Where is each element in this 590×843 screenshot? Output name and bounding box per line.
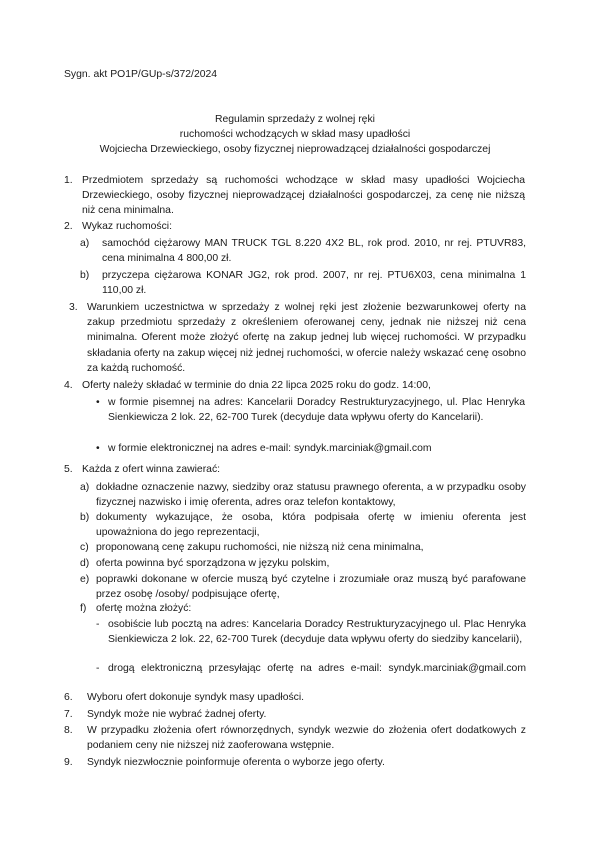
list-item: Syndyk niezwłocznie poinformuje oferenta o wyborze jego oferty. bbox=[87, 757, 385, 768]
item-number: 4. bbox=[64, 380, 73, 391]
list-item: Wyboru ofert dokonuje syndyk masy upadłości. bbox=[87, 692, 305, 703]
item-number: 9. bbox=[64, 757, 73, 768]
list-item: Oferty należy składać w terminie do dnia 22 lipca 2025 roku do godz. 14:00, bbox=[82, 380, 431, 391]
sub-item: dokumenty wykazujące, że osoba, która podpisała ofertę w imieniu oferenta jest upoważniona do jego reprezentacji, bbox=[96, 512, 526, 539]
list-item: Każda z ofert winna zawierać: bbox=[82, 464, 221, 475]
list-item: Przedmiotem sprzedaży są ruchomości wchodzące w skład masy upadłości Wojciecha Drzewieckiego, osoby fizycznej nieprowadzącej działalności gospodarczej, za cenę nie niższą niż cena minimalna. bbox=[82, 175, 525, 217]
dash-item: osobiście lub pocztą na adres: Kancelaria Doradcy Restrukturyzacyjnego ul. Plac Henryka Sienkiewicza 2 lok. 22, 62-700 Turek (decyduje data wpływu oferty do siedziby kancelarii), bbox=[108, 619, 526, 646]
title-line-2: ruchomości wchodzących w skład masy upadłości bbox=[179, 129, 411, 141]
document-title bbox=[64, 112, 526, 158]
sub-item-mark: e) bbox=[80, 574, 90, 585]
sub-item: oferta powinna być sporządzona w języku polskim, bbox=[96, 558, 330, 569]
sub-item-mark: a) bbox=[80, 238, 90, 249]
list-item: Syndyk może nie wybrać żadnej oferty. bbox=[87, 709, 267, 720]
sub-item-mark: a) bbox=[80, 482, 90, 493]
item-number: 3. bbox=[69, 302, 78, 313]
item-number: 7. bbox=[64, 709, 73, 720]
bullet-mark: • bbox=[96, 397, 100, 408]
sub-item: samochód ciężarowy MAN TRUCK TGL 8.220 4X2 BL, rok prod. 2010, nr rej. PTUVR83, cena minimalna 4 800,00 zł. bbox=[102, 238, 526, 265]
sub-item: dokładne oznaczenie nazwy, siedziby oraz statusu prawnego oferenta, a w przypadku osoby fizycznej nazwisko i imię oferenta, adres oraz telefon kontaktowy, bbox=[96, 482, 526, 509]
item-number: 1. bbox=[64, 175, 73, 186]
list-item: W przypadku złożenia ofert równorzędnych, syndyk wezwie do złożenia ofert dodatkowych z podaniem ceny nie niższej niż zaoferowana wstępnie. bbox=[87, 725, 526, 752]
sub-item-mark: c) bbox=[80, 542, 89, 553]
item-number: 5. bbox=[64, 464, 73, 475]
sub-item-mark: b) bbox=[80, 270, 90, 281]
dash-item bbox=[108, 661, 526, 676]
title-line-1: Regulamin sprzedaży z wolnej ręki bbox=[215, 114, 375, 125]
sub-item-mark: f) bbox=[80, 603, 87, 614]
bullet-mark: • bbox=[96, 443, 100, 454]
list-item: Warunkiem uczestnictwa w sprzedaży z wolnej ręki jest złożenie bezwarunkowej oferty na zakup przedmiotu sprzedaży z określeniem oferowanej ceny, jednak nie niższej niż cena minimalna. Oferent może złożyć ofertę na zakup jednej lub więcej ruchomości. W przypadku składania oferty na zakup więcej niż jednej ruchomości, w ofercie należy wskazać cenę osobno za każdą ruchomość. bbox=[87, 302, 526, 374]
bullet-item: w formie elektronicznej na adres e-mail: syndyk.marciniak@gmail.com bbox=[108, 443, 432, 454]
item-number: 8. bbox=[64, 725, 73, 736]
bullet-item: w formie pisemnej na adres: Kancelarii Doradcy Restrukturyzacyjnego, ul. Plac Henryka Sienkiewicza 2 lok. 22, 62-700 Turek (decyduje data wpływu oferty do Kancelarii). bbox=[108, 397, 525, 424]
sub-item: proponowaną cenę zakupu ruchomości, nie niższą niż cena minimalna, bbox=[96, 542, 424, 553]
item-number: 2. bbox=[64, 221, 73, 232]
sub-item-mark: b) bbox=[80, 512, 90, 523]
list-item: Wykaz ruchomości: bbox=[82, 221, 172, 232]
sub-item: poprawki dokonane w ofercie muszą być czytelne i zrozumiałe oraz muszą być parafowane przez osobę /osoby/ podpisujące ofertę, bbox=[96, 574, 526, 601]
case-signature: Sygn. akt PO1P/GUp-s/372/2024 bbox=[64, 69, 218, 80]
sub-item: ofertę można złożyć: bbox=[96, 603, 192, 614]
title-line-3: Wojciecha Drzewieckiego, osoby fizycznej nieprowadzącej działalności gospodarczej bbox=[99, 144, 491, 156]
sub-item: przyczepa ciężarowa KONAR JG2, rok prod. 2007, nr rej. PTU6X03, cena minimalna 1 110,00 zł. bbox=[102, 270, 526, 297]
dash-mark: - bbox=[96, 619, 100, 630]
sub-item-mark: d) bbox=[80, 558, 90, 569]
item-number: 6. bbox=[64, 692, 73, 703]
dash-mark: - bbox=[96, 663, 100, 674]
dash-item-text: drogą elektroniczną przesyłając ofertę na adres e-mail: syndyk.marciniak@gmail.com bbox=[108, 663, 526, 674]
